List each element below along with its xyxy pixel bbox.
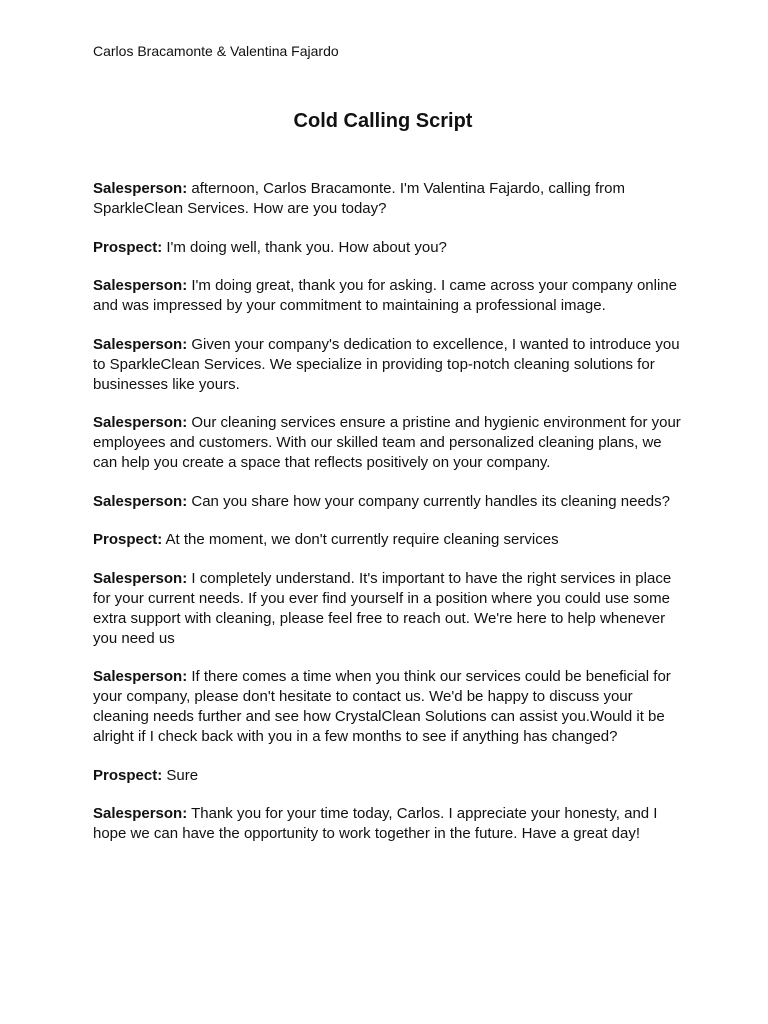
speaker-label: Salesperson: [93, 335, 188, 353]
document-title: Cold Calling Script [293, 110, 473, 132]
speaker-label: Prospect: [93, 766, 163, 784]
turn-text: Can you share how your company currently handles its cleaning needs? [187, 492, 670, 510]
speaker-label: Salesperson: [93, 492, 188, 510]
dialogue-turn [93, 179, 683, 219]
dialogue-turn [93, 569, 683, 649]
dialogue-turn [93, 667, 683, 747]
speaker-label: Salesperson: [93, 569, 188, 587]
speaker-label: Salesperson: [93, 277, 188, 294]
turn-text: Sure [162, 766, 199, 784]
dialogue-turn [93, 335, 683, 395]
speaker-label: Prospect: [93, 238, 163, 256]
turn-text: If there comes a time when you think our services could be beneficial for your company, please don't hesitate to contact us. We'd be happy to discuss your cleaning needs further and see how CrystalClean Solutions can assist you.Would it be alright if I check back with you in a few months to see if anything has changed? [93, 668, 671, 745]
turn-text: I'm doing well, thank you. How about you? [162, 238, 447, 256]
dialogue-turn [93, 804, 683, 844]
speaker-label: Salesperson: [93, 414, 188, 431]
document-page [93, 42, 683, 842]
dialogue-turn [93, 492, 683, 512]
dialogue-turn [93, 766, 683, 786]
turn-text: afternoon, Carlos Bracamonte. I'm Valentina Fajardo, calling from SparkleClean Services. How are you today? [93, 180, 626, 217]
dialogue-turn [93, 238, 683, 258]
turn-text: Thank you for your time today, Carlos. I appreciate your honesty, and I hope we can have the opportunity to work together in the future. Have a great day! [93, 805, 658, 842]
turn-text: Our cleaning services ensure a pristine and hygienic environment for your employees and customers. With our skilled team and personalized cleaning plans, we can help you create a space that reflects positively on your company. [93, 414, 681, 471]
turn-text: At the moment, we don't currently require cleaning services [162, 531, 559, 548]
turn-text: I'm doing great, thank you for asking. I came across your company online and was impressed by your commitment to maintaining a professional image. [93, 277, 677, 314]
dialogue-turn [93, 413, 683, 473]
dialogue-turn [93, 530, 683, 550]
speaker-label: Salesperson: [93, 180, 188, 197]
dialogue-list [93, 179, 683, 863]
dialogue-turn [93, 276, 683, 316]
speaker-label: Salesperson: [93, 668, 188, 685]
turn-text: I completely understand. It's important to have the right services in place for your current needs. If you ever find yourself in a position where you could use some extra support with cleaning, please feel free to reach out. We're here to help whenever you need us [93, 569, 672, 647]
speaker-label: Prospect: [93, 531, 163, 548]
document-header: Carlos Bracamonte & Valentina Fajardo [93, 43, 339, 59]
speaker-label: Salesperson: [93, 805, 188, 822]
turn-text: Given your company's dedication to excellence, I wanted to introduce you to SparkleClean Services. We specialize in providing top-notch cleaning solutions for businesses like yours. [93, 335, 680, 393]
